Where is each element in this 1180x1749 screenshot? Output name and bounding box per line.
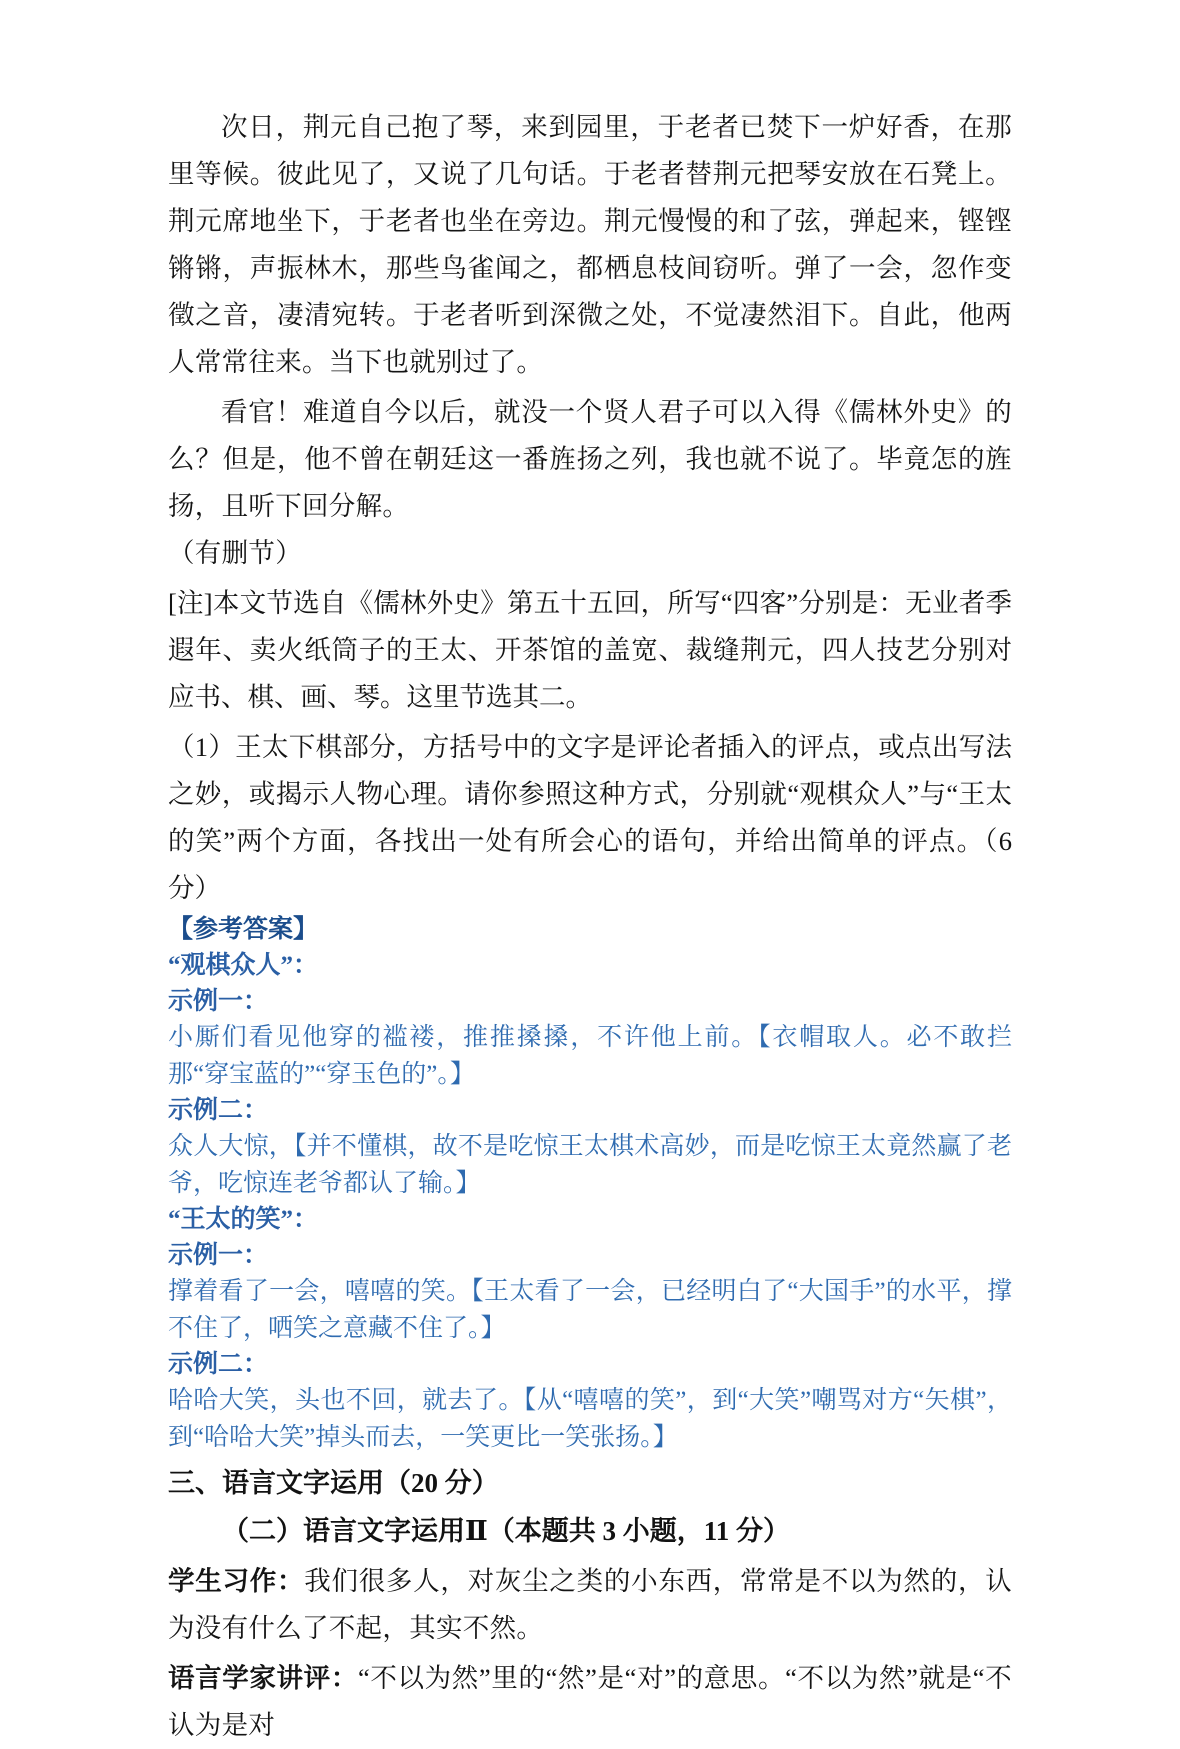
passage-paragraph-1: 次日，荆元自己抱了琴，来到园里，于老者已焚下一炉好香，在那里等候。彼此见了，又说了几句话。于老者替荆元把琴安放在石凳上。荆元席地坐下，于老者也坐在旁边。荆元慢慢的和了弦，弹起来，铿铿锵锵，声振林木，那些鸟雀闻之，都栖息枝间窃听。弹了一会，忽作变徵之音，凄清宛转。于老者听到深微之处，不觉凄然泪下。自此，他两人常常往来。当下也就别过了。 xyxy=(168,112,1012,377)
answer-example-label-1-2: 示例二： xyxy=(168,1097,269,1124)
exercise-lead-2: 语言学家讲评 xyxy=(168,1663,331,1693)
answer-example-text-2-1: 撑着看了一会，嘻嘻的笑。【王太看了一会，已经明白了“大国手”的水平，撑不住了，哂笑之意藏不住了。】 xyxy=(168,1278,1012,1342)
answer-heading: 【参考答案】 xyxy=(168,916,319,943)
answer-example-label-2-1: 示例一： xyxy=(168,1242,269,1269)
subsection-title: （二）语言文字运用Ⅱ（本题共 3 小题，11 分） xyxy=(222,1516,791,1546)
answer-example-text-1-1: 小厮们看见他穿的褴褛，推推搡搡，不许他上前。【衣帽取人。必不敢拦那“穿宝蓝的”“穿玉色的”。】 xyxy=(168,1024,1012,1088)
exercise-text-2: “不以为然”里的“然”是“对”的意思。“不以为然”就是“不认为是对 xyxy=(168,1663,1012,1740)
answer-example-text-2-2: 哈哈大笑，头也不回，就去了。【从“嘻嘻的笑”，到“大笑”嘲骂对方“矢棋”，到“哈哈大笑”掉头而去，一笑更比一笑张扬。】 xyxy=(168,1387,1012,1451)
answer-group-title-1: “观棋众人”： xyxy=(168,952,319,979)
exercise-paragraph-2 xyxy=(168,1655,1012,1749)
exercise-sep-2: ： xyxy=(330,1663,358,1693)
exercise-paragraph-1 xyxy=(168,1558,1012,1652)
passage-paragraph-2: 看官！难道自今以后，就没一个贤人君子可以入得《儒林外史》的么？但是，他不曾在朝廷这一番旌扬之列，我也就不说了。毕竟怎的旌扬，且听下回分解。 xyxy=(168,397,1012,521)
answer-example-label-2-2: 示例二： xyxy=(168,1351,269,1378)
passage-note: [注]本文节选自《儒林外史》第五十五回，所写“四客”分别是：无业者季遐年、卖火纸筒子的王太、开茶馆的盖宽、裁缝荆元，四人技艺分别对应书、棋、画、琴。这里节选其二。 xyxy=(168,588,1012,712)
answer-example-label-1-1: 示例一： xyxy=(168,988,269,1015)
exercise-sep-1: ： xyxy=(276,1566,305,1596)
answer-example-text-1-2: 众人大惊，【并不懂棋，故不是吃惊王太棋术高妙，而是吃惊王太竟然赢了老爷，吃惊连老爷都认了输。】 xyxy=(168,1133,1012,1197)
section-title: 三、语言文字运用（20 分） xyxy=(168,1468,499,1498)
exercise-lead-1: 学生习作 xyxy=(168,1566,277,1596)
passage-paragraph-3: （有删节） xyxy=(168,538,302,568)
question-text: （1）王太下棋部分，方括号中的文字是评论者插入的评点，或点出写法之妙，或揭示人物心理。请你参照这种方式，分别就“观棋众人”与“王太的笑”两个方面，各找出一处有所会心的语句，并给出简单的评点。（6 分） xyxy=(168,732,1012,903)
answer-group-title-2: “王太的笑”： xyxy=(168,1206,319,1233)
exercise-text-1: 我们很多人，对灰尘之类的小东西，常常是不以为然的，认为没有什么了不起，其实不然。 xyxy=(168,1566,1012,1643)
